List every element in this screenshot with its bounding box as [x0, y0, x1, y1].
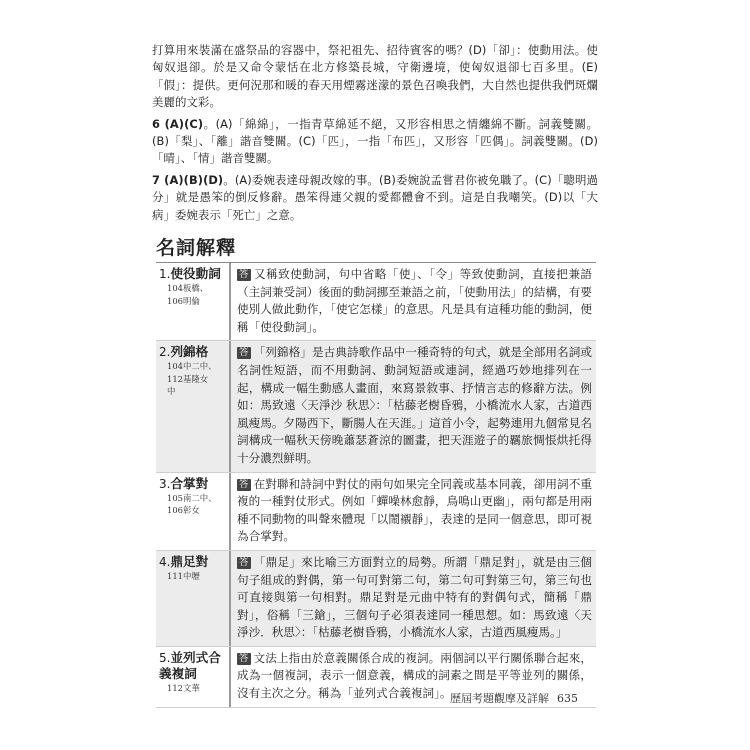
section-title: 名詞解釋 — [156, 237, 237, 259]
answer-badge: 答 — [239, 556, 249, 568]
term-definition: 答 「鼎足」來比喻三方面對立的局勢。所謂「鼎足對」，就是由三個句子組成的對偶，第一句可對第二句，第二句可對第三句，第三句也可直接與第一句相對。鼎足對是元曲中特有的對偶句式，簡稱「鼎對」，俗稱「三鎗」，三個句子必須表達同一種思想。如：馬致遠〈天淨沙．秋思〉：「枯藤老樹昏鴉，小橋流水人家，古道西風瘦馬。」 — [237, 554, 592, 640]
term-row-1 — [156, 263, 596, 341]
term-name: 4.鼎足對 — [159, 553, 209, 569]
term-name: 1.使役動詞 — [159, 266, 221, 281]
answer-intro-paragraph: 打算用來裝滿在盛祭品的容器中，祭祀祖先、招待賓客的嗎？(D)「卻」：使動用法。使匈奴退卻。於是又命令蒙恬在北方修築長城，守衛邊境，使匈奴退卻七百多里。(E)「假」：提供。更何況那和暖的春天用煙霧迷濛的景色召喚我們，大自然也提供我們斑爛美麗的文彩。 — [152, 43, 598, 110]
answer-number: 7 (A)(B)(D) — [152, 172, 224, 187]
term-label-cell — [156, 473, 231, 550]
term-name: 3.合掌對 — [159, 475, 209, 491]
answer-text: 。(A)「綿綿」，一指青草綿延不絕，又形容相思之情纏綿不斷。詞義雙關。(B)「梨」、「離」諧音雙關。(C)「匹」，一指「布匹」，又形容「匹偶」。詞義雙關。(D)「晴」、「情」諧音雙關。 — [152, 116, 598, 166]
term-source: 104中二中、 — [167, 361, 217, 372]
term-source: 106明倫 — [167, 295, 200, 306]
answer-explanations — [152, 42, 598, 224]
page-number: 635 — [557, 692, 578, 705]
answer-item-7 — [152, 172, 598, 224]
answer-badge: 答 — [239, 347, 249, 359]
answer-badge: 答 — [239, 269, 249, 280]
term-name: 2.列錦格 — [159, 344, 209, 360]
term-label-cell — [156, 341, 231, 471]
answer-number: 6 (A)(C) — [152, 116, 204, 131]
book-title: 歷屆考題觀摩及詳解 — [450, 692, 549, 705]
answer-badge: 答 — [239, 652, 249, 664]
term-glossary-table — [156, 262, 596, 708]
term-source: 112基隆女 — [167, 373, 209, 384]
answer-item-6 — [152, 116, 598, 168]
term-row-4 — [156, 551, 596, 647]
term-source: 112文華 — [167, 682, 200, 693]
term-definition: 答 在對聯和詩詞中對仗的兩句如果完全同義或基本同義，卻用詞不重複的一種對仗形式。例如「蟬噪林愈靜，鳥鳴山更幽」，兩句都是用兩種不同動物的叫聲來體現「以鬧襯靜」，表達的是同一個意思，即可視為合掌對。 — [237, 476, 592, 544]
term-source: 111中壢 — [167, 570, 200, 581]
term-source: 105南二中、 — [167, 492, 217, 503]
term-source: 104板橋、 — [167, 283, 209, 293]
term-label-cell — [156, 647, 231, 707]
term-row-2 — [156, 341, 596, 472]
answer-text: 。(A)委婉表達母親改嫁的事。(B)委婉說孟嘗君你被免職了。(C)「聰明過分」就是愚笨的倒反修辭。愚笨得連父親的愛都體會不到。這是自我嘲笑。(D)以「大病」委婉表示「死亡」之意。 — [152, 172, 598, 222]
term-definition: 答 「列錦格」是古典詩歌作品中一種奇特的句式，就是全部用名詞或名詞性短語，而不用動詞、動詞短語或連詞，經過巧妙地排列在一起，構成一幅生動感人畫面，來寫景敘事、抒情言志的修辭方法。例如：馬致遠〈天淨沙 秋思〉：「枯藤老樹昏鴉，小橋流水人家，古道西風瘦馬。夕陽西下，斷腸人在天涯。」這首小令，起勢連用九個常見名詞構成一幅秋天傍晚蕭瑟蒼涼的圖畫，把天涯遊子的羈旅惆悵烘托得十分濃烈鮮明。 — [237, 345, 592, 465]
term-source: 106彰女 — [167, 505, 200, 516]
answer-badge: 答 — [239, 478, 249, 490]
term-row-3 — [156, 473, 596, 551]
term-label-cell — [156, 551, 231, 646]
term-label-cell — [156, 263, 231, 340]
term-source: 中 — [167, 386, 176, 397]
page-footer — [450, 690, 578, 706]
term-definition: 答 文法上指由於意義關係合成的複詞。兩個詞以平行關係聯合起來，成為一個複詞，表示一個意義，構成的詞素之間是平等並列的關係，沒有主次之分。稱為「並列式合義複詞」。 — [237, 650, 592, 701]
term-name: 5.並列式合義複詞 — [159, 649, 221, 681]
term-definition: 答 又稱致使動詞，句中省略「使」、「令」等致使動詞，直接把兼語（主詞兼受詞）後面的動詞挪至兼語之前，「使動用法」的結構，有要使別人做此動作，「使它怎樣」的意思。凡是具有這種功能的動詞，便稱「使役動詞」。 — [237, 267, 592, 334]
